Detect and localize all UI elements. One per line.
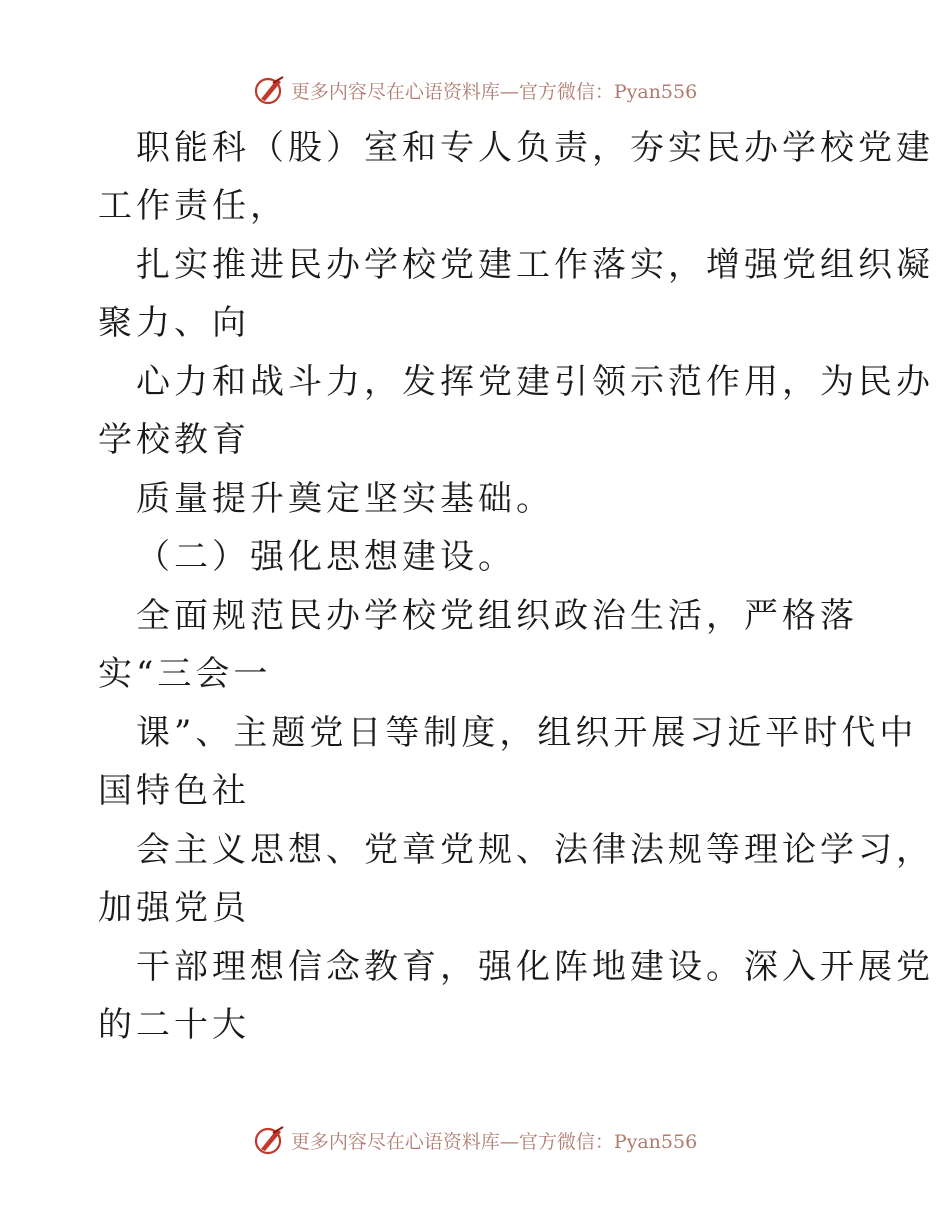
body-line: 加强党员 [98, 888, 250, 928]
footer-banner [0, 1120, 950, 1160]
body-line: 职能科（股）室和专人负责，夯实民办学校党建 [136, 128, 934, 168]
body-line: 学校教育 [98, 420, 250, 460]
footer-banner-text: 更多内容尽在心语资料库—官方微信：Pyan556 [290, 1130, 698, 1153]
body-line: 质量提升奠定坚实基础。 [136, 479, 554, 519]
body-line: 实“三会一 [98, 654, 272, 694]
header-banner-text: 更多内容尽在心语资料库—官方微信：Pyan556 [290, 80, 698, 103]
body-line: 心力和战斗力，发挥党建引领示范作用，为民办 [136, 362, 934, 402]
body-line: 扎实推进民办学校党建工作落实，增强党组织凝 [136, 245, 934, 285]
body-line: 会主义思想、党章党规、法律法规等理论学习， [136, 830, 934, 870]
body-line: 聚力、向 [98, 303, 250, 343]
body-line: 干部理想信念教育，强化阵地建设。深入开展党 [136, 947, 934, 987]
body-line: 国特色社 [98, 771, 250, 811]
body-line: 的二十大 [98, 1005, 250, 1045]
body-line: 全面规范民办学校党组织政治生活，严格落 [136, 596, 858, 636]
quill-pen-logo-icon [253, 1123, 287, 1157]
body-line: 课”、主题党日等制度，组织开展习近平时代中 [136, 713, 918, 753]
section-heading: （二）强化思想建设。 [136, 537, 516, 577]
body-line: 工作责任， [98, 186, 288, 226]
